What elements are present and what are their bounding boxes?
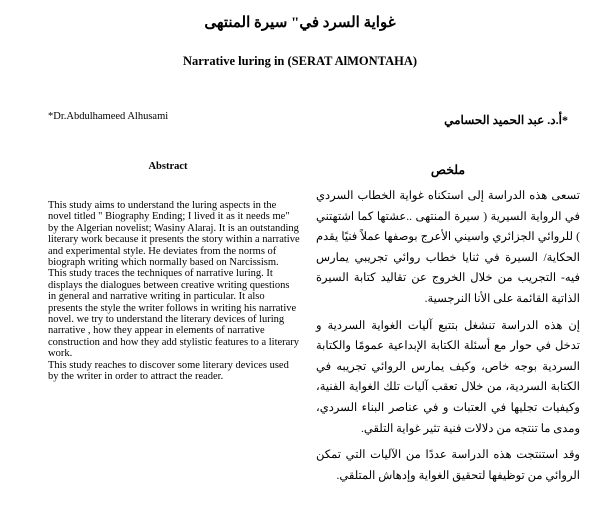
summary-paragraph: تسعى هذه الدراسة إلى استكناه غواية الخطاب السردي في الرواية السيرية ( سيرة المنتهى ..عشتها كما اشتهتني ) للروائي الجزائري واسيني الأعرج بوصفها عملاً فنيًا يقدم الحكاية/ السيرة في ثنايا خطاب روائي تجريبي يمارس فيه- التجريب من خلال الخروج عن تقاليد كتابة السيرة الذاتية القائمة على الأنا النرجسية.	[316, 190, 580, 305]
abstract-paragraph: This study reaches to discover some literary devices used by the writer in order to attract the reader.	[48, 359, 289, 383]
summary-paragraph: إن هذه الدراسة تنشغل بتتبع آليات الغواية السردية و تدخل في حوار مع أسئلة الكتابة الإبداعية عمومًا والكتابة السردية بوجه خاص، وكيف يمارس الروائي تجريبه في الكتابة السردية، من خلال تعقب آليات تلك الغواية الفنية، وكيفيات تجليها في العتبات و في عناصر البناء السردي، ومدى ما تنتجه من دلالات فنية تثير غواية التلقي.	[316, 319, 580, 435]
arabic-summary-heading: ملخص	[430, 163, 466, 177]
abstract-paragraph: This study aims to understand the luring aspects in the novel titled " Biography Ending; I lived it as it needs me" by the Algerian novelist; Wasiny Alaraj. It is an outstanding literary work because it presents the story within a narrative and experimental style. He deviates from the norms of biograph writing which normally based on Narcissism.	[48, 200, 300, 269]
arabic-summary-body	[316, 186, 580, 486]
abstract-body	[48, 200, 300, 383]
author-name-arabic: *أ.د. عبد الحميد الحسامي	[444, 113, 568, 127]
arabic-title: غواية السرد في" سيرة المنتهى	[204, 15, 396, 31]
abstract-paragraph: This study traces the techniques of narrative luring. It displays the dialogues between creative writing questions in general and narrative writing in particular. It also presents the style the writer follows in writing his narrative novel. we try to understand the literary devices of luring narrative , how they appear in elements of narrative construction and how they add stylistic features to a literary work.	[48, 268, 300, 360]
abstract-heading: Abstract	[148, 161, 188, 172]
author-name-english: *Dr.Abdulhameed Alhusami	[48, 111, 169, 122]
english-title: Narrative luring in (SERAT AlMONTAHA)	[182, 54, 418, 68]
summary-paragraph: وقد استنتجت هذه الدراسة عددًا من الآليات التي تمكن الروائي من توظيفها لتحقيق الغواية وإدهاش المتلقي.	[316, 449, 580, 482]
